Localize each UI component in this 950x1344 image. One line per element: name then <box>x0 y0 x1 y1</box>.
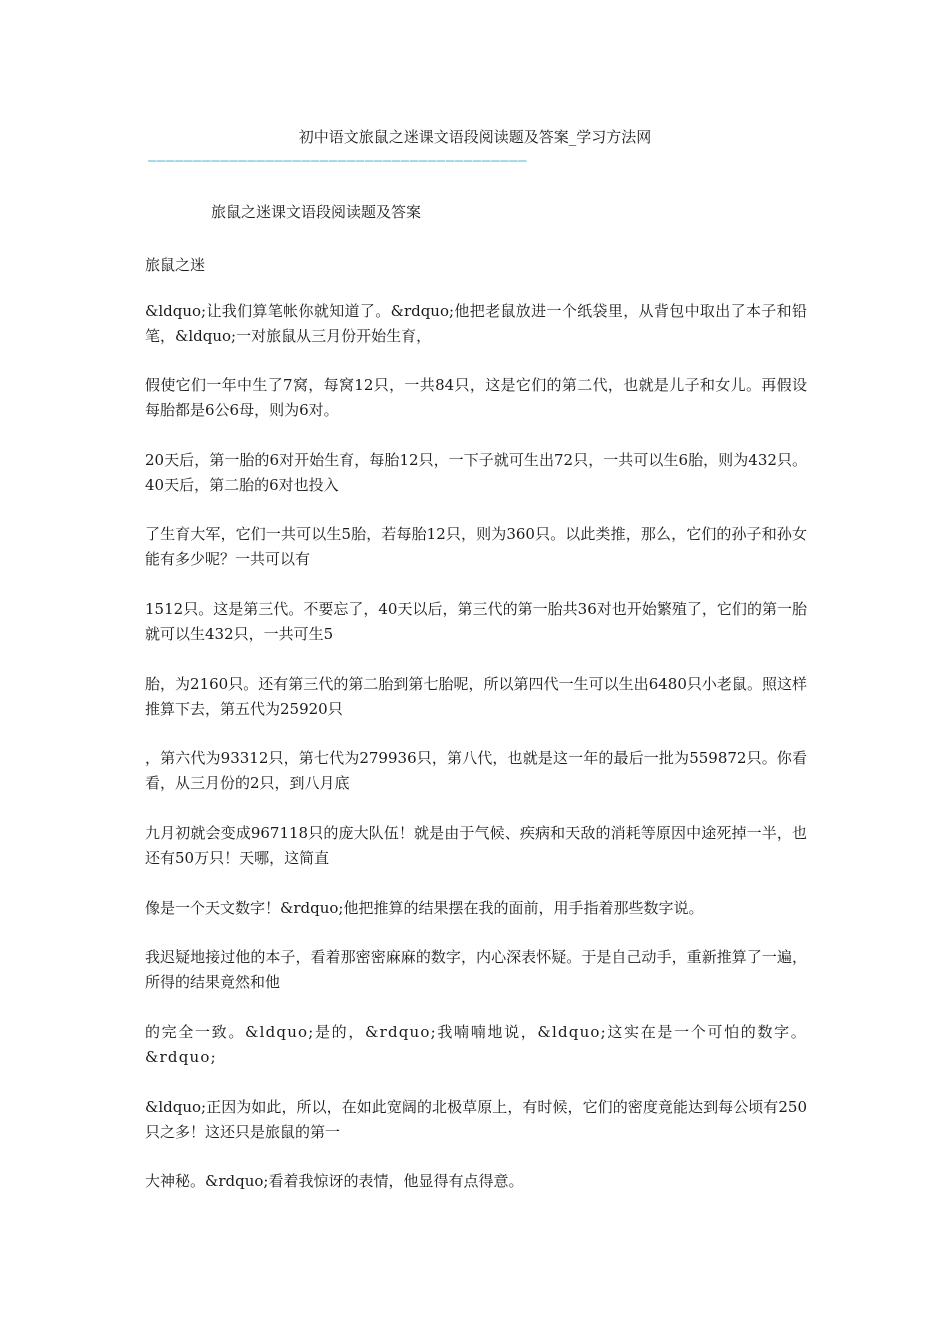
paragraph: &ldquo;让我们算笔帐你就知道了。&rdquo;他把老鼠放进一个纸袋里，从背包中取出了本子和铅笔，&ldquo;一对旅鼠从三月份开始生育， <box>145 302 807 345</box>
paragraph: 假使它们一年中生了7窝，每窝12只，一共84只，这是它们的第二代，也就是儿子和女儿。再假设每胎都是6公6母，则为6对。 <box>145 376 807 419</box>
paragraph: &ldquo;正因为如此，所以，在如此宽阔的北极草原上，有时候，它们的密度竟能达到每公顷有250只之多！这还只是旅鼠的第一 <box>145 1098 807 1141</box>
paragraph: 20天后，第一胎的6对开始生育，每胎12只，一下子就可生出72只，一共可以生6胎，则为432只。40天后，第二胎的6对也投入 <box>145 451 807 494</box>
article-subtitle: 旅鼠之迷课文语段阅读题及答案 <box>211 203 422 221</box>
paragraph: 大神秘。&rdquo;看着我惊讶的表情，他显得有点得意。 <box>145 1172 524 1190</box>
paragraph: 像是一个天文数字！&rdquo;他把推算的结果摆在我的面前，用手指着那些数字说。 <box>145 899 704 917</box>
paragraph: 九月初就会变成967118只的庞大队伍！就是由于气候、疾病和天敌的消耗等原因中途死掉一半，也还有50万只！天哪，这简直 <box>145 824 807 867</box>
title-divider: —————————————————————————————————————————— <box>148 153 528 169</box>
paragraph: 的完全一致。&ldquo;是的，&rdquo;我喃喃地说，&ldquo;这实在是一个可怕的数字。&rdquo; <box>145 1023 807 1066</box>
document-title: 初中语文旅鼠之迷课文语段阅读题及答案_学习方法网 <box>298 128 652 146</box>
paragraph: 1512只。这是第三代。不要忘了，40天以后，第三代的第一胎共36对也开始繁殖了，它们的第一胎就可以生432只，一共可生5 <box>145 600 807 643</box>
section-heading: 旅鼠之迷 <box>145 256 206 274</box>
paragraph: 胎，为2160只。还有第三代的第二胎到第七胎呢，所以第四代一生可以生出6480只小老鼠。照这样推算下去，第五代为25920只 <box>145 675 807 718</box>
paragraph: 了生育大军，它们一共可以生5胎，若每胎12只，则为360只。以此类推，那么，它们的孙子和孙女能有多少呢？一共可以有 <box>145 525 807 568</box>
paragraph: ，第六代为93312只，第七代为279936只，第八代，也就是这一年的最后一批为559872只。你看看，从三月份的2只，到八月底 <box>145 749 807 792</box>
paragraph: 我迟疑地接过他的本子，看着那密密麻麻的数字，内心深表怀疑。于是自己动手，重新推算了一遍，所得的结果竟然和他 <box>145 948 807 991</box>
